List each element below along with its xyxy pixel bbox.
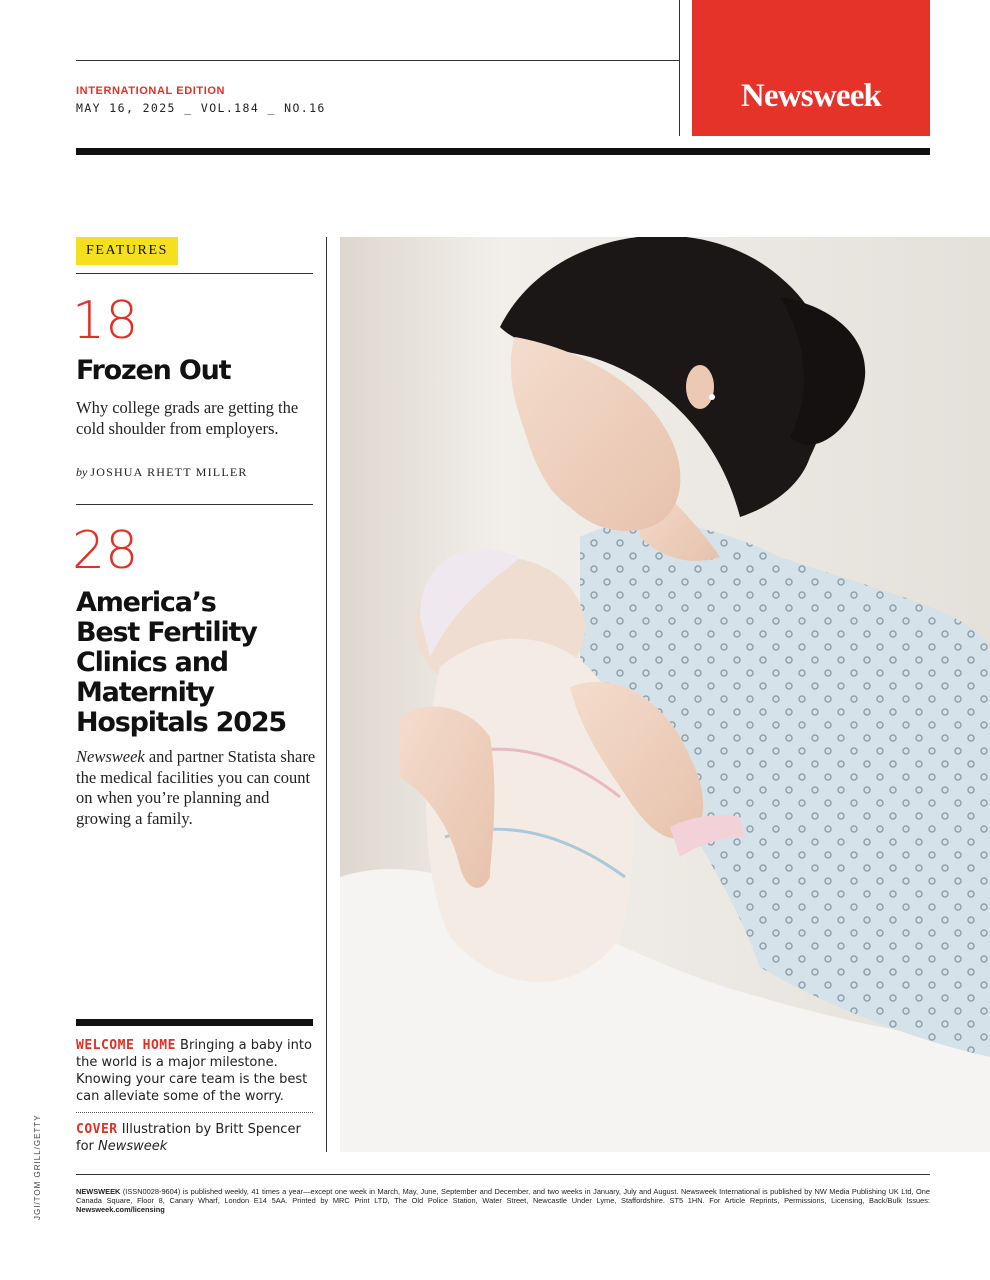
edition-label: INTERNATIONAL EDITION <box>76 85 226 97</box>
dateline-separator: _ <box>184 101 193 115</box>
story-dek: Why college grads are getting the cold shoulder from employers. <box>76 398 299 438</box>
footer-brand: NEWSWEEK <box>76 1187 121 1196</box>
cover-caption <box>76 1121 316 1155</box>
issue-dateline <box>76 101 326 115</box>
headline-line: Clinics and <box>76 647 228 678</box>
header-top-rule <box>76 60 679 61</box>
header-vertical-rule <box>679 0 680 136</box>
footer-rule <box>76 1174 930 1175</box>
column-separator <box>326 237 327 1152</box>
footer-text: (ISSN0028-9604) is published weekly, 41 times a year—except one week in March, May, June, September and December, and two weeks in January, July and August. Newsweek International is published by NW Media Publishing UK Ltd, One Canada Square, Floor 8, Canary Wharf, London E14 5AA. Printed by MRC Print LTD, The Old Police Station, Water Street, Newcastle Under Lyme, Staffordshire. ST5 1HN. For Article Reprints, Permissions, Licensing, Back/Bulk Issues: <box>76 1187 930 1205</box>
licensing-link[interactable]: Newsweek.com/licensing <box>76 1205 165 1214</box>
caption-text: Bringing a baby into the world is a major milestone. Knowing your care team is the best can alleviate some of the worry. <box>76 1038 312 1104</box>
story-page-number[interactable]: 18 <box>72 291 139 351</box>
caption-italic: Newsweek <box>98 1139 168 1154</box>
dek-text: and partner Statista share the medical facilities you can count on when you’re planning and growing a family. <box>76 747 316 828</box>
logo-text: Newsweek <box>740 78 882 114</box>
story-headline[interactable]: Frozen Out <box>76 355 231 386</box>
welcome-caption <box>76 1037 316 1105</box>
story-headline[interactable] <box>76 588 316 738</box>
issue-volume: VOL.184 <box>200 101 260 115</box>
newsweek-logo <box>692 0 930 136</box>
photo-credit: JGI/TOM GRILL/GETTY <box>33 1114 42 1220</box>
byline-prefix: by <box>76 465 88 479</box>
byline-author: JOSHUA RHETT MILLER <box>90 465 248 479</box>
story-byline <box>76 465 248 480</box>
story-page-number[interactable]: 28 <box>72 521 139 581</box>
caption-thick-rule <box>76 1019 313 1026</box>
header-thick-rule <box>76 148 930 155</box>
story-divider <box>76 504 313 505</box>
feature-photo[interactable] <box>340 237 990 1152</box>
caption-text: Illustration by Britt Spencer for <box>76 1122 301 1154</box>
story-dek <box>76 747 316 829</box>
issue-date: MAY 16, 2025 <box>76 101 176 115</box>
dek-italic: Newsweek <box>76 747 145 766</box>
caption-dotted-divider <box>76 1112 313 1113</box>
headline-line: Maternity <box>76 677 214 708</box>
caption-label: WELCOME HOME <box>76 1038 176 1053</box>
dateline-separator: _ <box>267 101 276 115</box>
section-tag: FEATURES <box>76 237 178 265</box>
caption-label: COVER <box>76 1122 118 1137</box>
section-divider <box>76 273 313 274</box>
headline-line: Hospitals 2025 <box>76 707 286 738</box>
publication-info <box>76 1187 930 1214</box>
headline-line: America’s <box>76 587 216 618</box>
headline-line: Best Fertility <box>76 617 257 648</box>
issue-number: NO.16 <box>284 101 326 115</box>
mother-and-baby-illustration <box>340 237 990 1152</box>
